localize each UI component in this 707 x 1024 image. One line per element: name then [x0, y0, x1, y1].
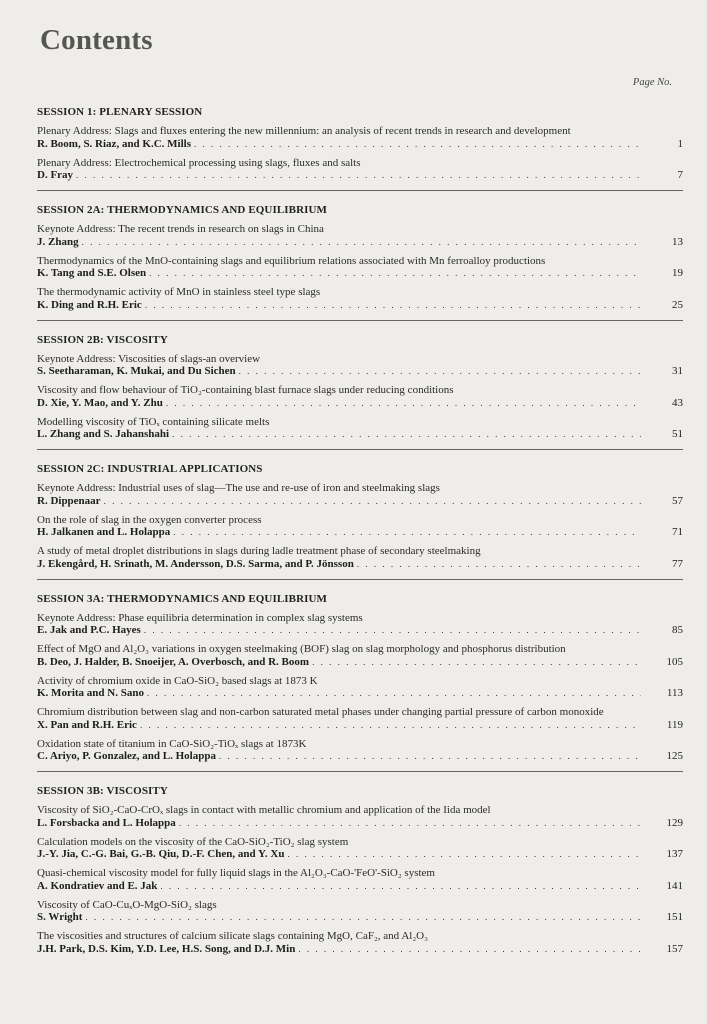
entry-title: On the role of slag in the oxygen converter process: [37, 513, 262, 526]
dot-leader: [179, 817, 641, 830]
entry-authors: K. Ding and R.H. Eric: [37, 298, 142, 311]
entry-authors: K. Tang and S.E. Olsen: [37, 267, 147, 279]
entry-author-line: [37, 880, 683, 893]
entry-page-number: 105: [666, 655, 683, 668]
entry-author-line: [37, 236, 683, 249]
entry-authors: J.-Y. Jia, C.-G. Bai, G.-B. Qiu, D.-F. Chen, and Y. Xu: [37, 848, 285, 860]
entry-author-line: [37, 138, 683, 151]
section-divider: [37, 579, 683, 580]
section-divider: [37, 771, 683, 772]
session-section: [37, 106, 683, 182]
entry-title: Quasi-chemical viscosity model for fully liquid slags in the Al₂O₃-CaO-'FeO'-SiO₂ system: [37, 867, 435, 879]
entry-authors: R. Dippenaar: [37, 494, 101, 507]
entry-author-line: [37, 719, 683, 732]
section-divider: [37, 320, 683, 321]
toc-entry: [37, 612, 683, 638]
dot-leader: [287, 848, 641, 861]
entry-title: Effect of MgO and Al₂O₃ variations in oxygen steelmaking (BOF) slag on slag morphology and phosphorus distribution: [37, 643, 566, 655]
toc-entry: [37, 643, 683, 669]
session-heading: SESSION 2B: VISCOSITY: [37, 333, 168, 346]
entry-authors: L. Zhang and S. Jahanshahi: [37, 428, 170, 440]
entry-authors: S. Wright: [37, 911, 83, 923]
entry-authors: H. Jalkanen and L. Holappa: [37, 526, 171, 538]
entry-author-line: [37, 526, 683, 539]
entry-page-number: 129: [666, 816, 683, 829]
dot-leader: [312, 656, 641, 669]
entry-authors: J.H. Park, D.S. Kim, Y.D. Lee, H.S. Song, and D.J. Min: [37, 942, 296, 955]
toc-entry: [37, 125, 683, 151]
section-divider: [37, 190, 683, 191]
entry-author-line: [37, 558, 683, 571]
entry-author-line: [37, 911, 683, 924]
entry-author-line: [37, 169, 683, 182]
dot-leader: [104, 495, 641, 508]
entry-author-line: [37, 687, 683, 700]
toc-entry: [37, 223, 683, 249]
entry-page-number: 43: [672, 396, 683, 409]
entry-authors: L. Forsbacka and L. Holappa: [37, 816, 176, 829]
entry-title: The viscosities and structures of calcium silicate slags containing MgO, CaF₂, and Al₂O₃: [37, 930, 428, 942]
section-divider: [37, 449, 683, 450]
entry-title: Thermodynamics of the MnO-containing slags and equilibrium relations associated with Mn ferroalloy productions: [37, 254, 546, 267]
entry-page-number: 19: [672, 267, 683, 279]
dot-leader: [239, 365, 641, 378]
entry-title: Keynote Address: Industrial uses of slag—The use and re-use of iron and steelmaking slags: [37, 482, 440, 494]
page-title: Contents: [40, 24, 153, 56]
dot-leader: [144, 624, 641, 637]
entry-page-number: 119: [666, 718, 683, 731]
toc-entry: [37, 482, 683, 508]
toc-entry: [37, 255, 683, 281]
entry-page-number: 157: [666, 942, 683, 955]
toc-entry: [37, 353, 683, 379]
entry-authors: S. Seetharaman, K. Mukai, and Du Sichen: [37, 365, 236, 377]
dot-leader: [357, 558, 641, 571]
toc-entry: [37, 706, 683, 732]
entry-authors: E. Jak and P.C. Hayes: [37, 624, 141, 636]
entry-title: Modelling viscosity of TiOₓ containing silicate melts: [37, 415, 270, 428]
dot-leader: [140, 719, 641, 732]
toc-entry: [37, 836, 683, 862]
dot-leader: [298, 943, 641, 956]
entry-title: Viscosity and flow behaviour of TiO₂-containing blast furnace slags under reducing conditions: [37, 384, 454, 396]
dot-leader: [172, 428, 641, 441]
dot-leader: [219, 750, 641, 763]
dot-leader: [147, 687, 641, 700]
entry-author-line: [37, 299, 683, 312]
entry-page-number: 31: [672, 365, 683, 377]
entry-page-number: 1: [677, 137, 683, 150]
entry-author-line: [37, 267, 683, 280]
page-number-label: Page No.: [632, 77, 672, 88]
dot-leader: [194, 138, 641, 151]
session-heading: SESSION 1: PLENARY SESSION: [37, 106, 203, 118]
entry-author-line: [37, 365, 683, 378]
entry-authors: J. Zhang: [37, 235, 79, 248]
entry-page-number: 7: [677, 169, 683, 181]
table-of-contents: [37, 106, 683, 962]
session-heading: SESSION 2A: THERMODYNAMICS AND EQUILIBRIUM: [37, 204, 328, 216]
dot-leader: [166, 397, 641, 410]
entry-author-line: [37, 428, 683, 441]
session-heading: SESSION 3A: THERMODYNAMICS AND EQUILIBRIUM: [37, 592, 328, 605]
session-section: [37, 785, 683, 956]
toc-entry: [37, 545, 683, 571]
entry-author-line: [37, 495, 683, 508]
entry-page-number: 71: [672, 526, 683, 538]
entry-title: Viscosity of CaO-CuₓO-MgO-SiO₂ slags: [37, 898, 217, 911]
toc-entry: [37, 675, 683, 701]
entry-page-number: 57: [672, 494, 683, 507]
entry-title: Plenary Address: Slags and fluxes entering the new millennium: an analysis of recent trends in research and development: [37, 125, 571, 137]
entry-title: Keynote Address: Phase equilibria determination in complex slag systems: [37, 611, 363, 624]
entry-authors: C. Ariyo, P. Gonzalez, and L. Holappa: [37, 750, 216, 762]
session-section: [37, 593, 683, 764]
toc-entry: [37, 514, 683, 540]
entry-title: Keynote Address: The recent trends in research on slags in China: [37, 223, 324, 235]
dot-leader: [145, 299, 641, 312]
entry-authors: X. Pan and R.H. Eric: [37, 718, 137, 731]
entry-page-number: 141: [666, 879, 683, 892]
entry-page-number: 13: [672, 235, 683, 248]
dot-leader: [149, 267, 641, 280]
entry-page-number: 151: [666, 911, 683, 923]
entry-author-line: [37, 817, 683, 830]
entry-title: Calculation models on the viscosity of the CaO-SiO₂-TiO₂ slag system: [37, 835, 349, 848]
entry-authors: A. Kondratiev and E. Jak: [37, 879, 158, 892]
toc-entry: [37, 804, 683, 830]
entry-page-number: 125: [666, 750, 683, 762]
entry-authors: D. Xie, Y. Mao, and Y. Zhu: [37, 396, 163, 409]
entry-page-number: 77: [672, 557, 683, 570]
entry-authors: B. Deo, J. Halder, B. Snoeijer, A. Overbosch, and R. Boom: [37, 655, 310, 668]
session-section: [37, 204, 683, 312]
toc-entry: [37, 416, 683, 442]
toc-entry: [37, 286, 683, 312]
dot-leader: [173, 526, 641, 539]
toc-entry: [37, 867, 683, 893]
session-heading: SESSION 3B: VISCOSITY: [37, 785, 168, 797]
entry-title: Chromium distribution between slag and non-carbon saturated metal phases under changing partial pressure of carbon monoxide: [37, 706, 604, 718]
dot-leader: [82, 236, 641, 249]
dot-leader: [76, 169, 641, 182]
dot-leader: [160, 880, 641, 893]
entry-author-line: [37, 624, 683, 637]
entry-author-line: [37, 397, 683, 410]
entry-title: A study of metal droplet distributions in slags during ladle treatment phase of secondary steelmaking: [37, 545, 481, 557]
dot-leader: [85, 911, 641, 924]
toc-entry: [37, 738, 683, 764]
entry-title: Plenary Address: Electrochemical processing using slags, fluxes and salts: [37, 156, 361, 169]
entry-page-number: 137: [666, 848, 683, 860]
entry-title: Oxidation state of titanium in CaO-SiO₂-TiOₓ slags at 1873K: [37, 737, 307, 750]
entry-page-number: 113: [666, 687, 683, 699]
entry-author-line: [37, 943, 683, 956]
entry-authors: R. Boom, S. Riaz, and K.C. Mills: [37, 137, 192, 150]
toc-entry: [37, 899, 683, 925]
entry-author-line: [37, 656, 683, 669]
toc-entry: [37, 157, 683, 183]
entry-authors: J. Ekengård, H. Srinath, M. Andersson, D.S. Sarma, and P. Jönsson: [37, 557, 354, 570]
entry-title: Activity of chromium oxide in CaO-SiO₂ based slags at 1873 K: [37, 674, 318, 687]
session-heading: SESSION 2C: INDUSTRIAL APPLICATIONS: [37, 463, 263, 475]
entry-author-line: [37, 848, 683, 861]
entry-title: The thermodynamic activity of MnO in stainless steel type slags: [37, 286, 321, 298]
entry-title: Viscosity of SiO₂-CaO-CrOₓ slags in contact with metallic chromium and application of the Iida model: [37, 804, 491, 816]
entry-page-number: 51: [672, 428, 683, 440]
toc-entry: [37, 384, 683, 410]
session-section: [37, 463, 683, 571]
entry-page-number: 25: [672, 298, 683, 311]
entry-title: Keynote Address: Viscosities of slags-an overview: [37, 352, 261, 365]
entry-page-number: 85: [672, 624, 683, 636]
entry-authors: K. Morita and N. Sano: [37, 687, 144, 699]
toc-entry: [37, 930, 683, 956]
entry-authors: D. Fray: [37, 169, 74, 181]
entry-author-line: [37, 750, 683, 763]
session-section: [37, 334, 683, 442]
